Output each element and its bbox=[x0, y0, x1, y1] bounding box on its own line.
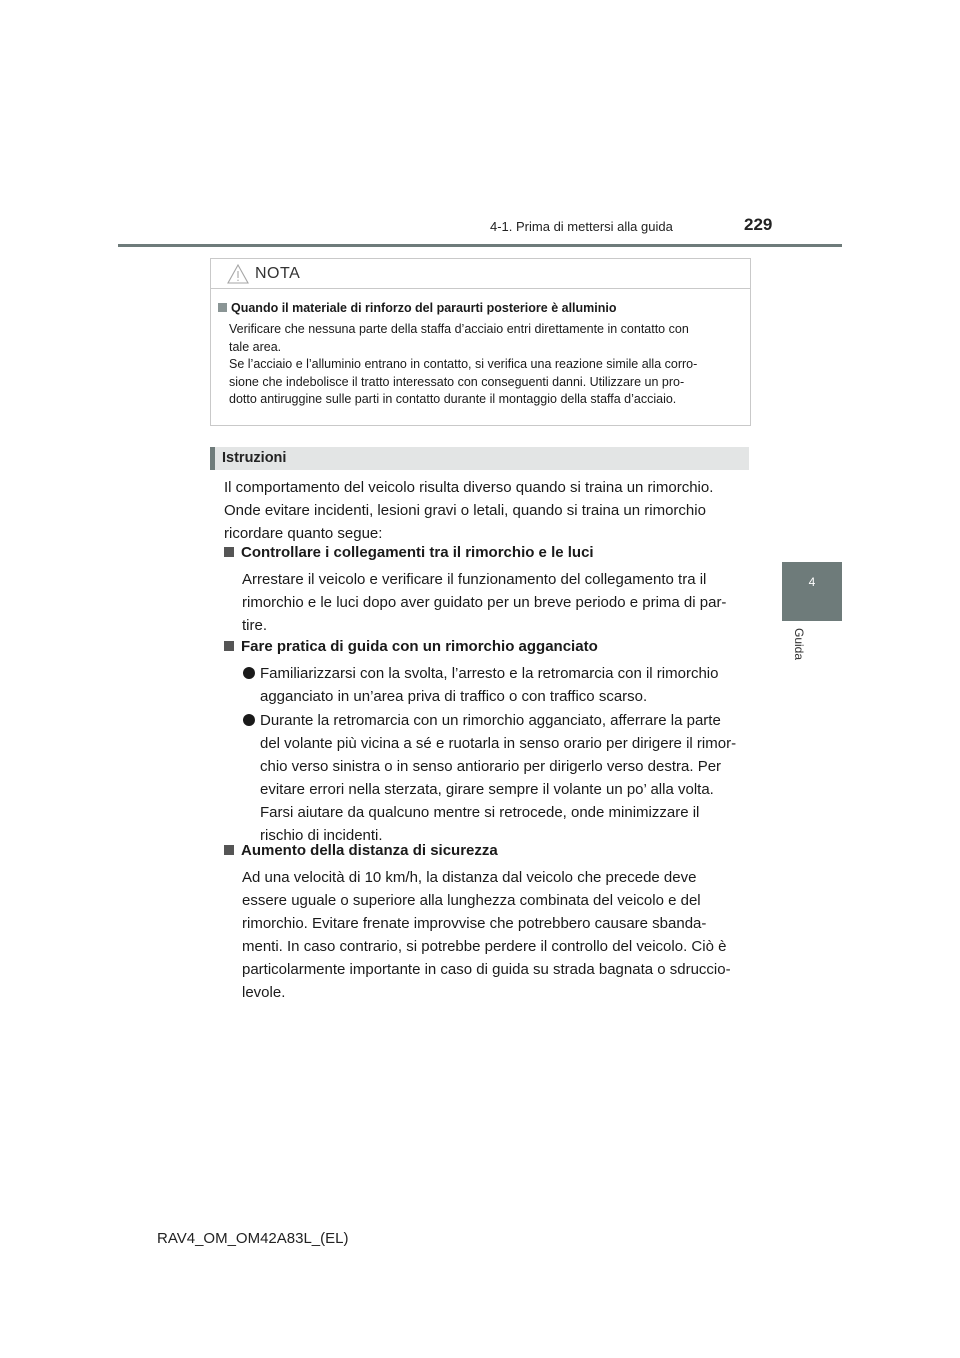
item-heading-text: Controllare i collegamenti tra il rimorchio e le luci bbox=[241, 544, 594, 561]
item-line: essere uguale o superiore alla lunghezza combinata del veicolo e del bbox=[242, 892, 701, 909]
square-bullet-icon bbox=[224, 641, 234, 651]
document-code: RAV4_OM_OM42A83L_(EL) bbox=[157, 1230, 349, 1247]
bullet-dot-icon bbox=[243, 667, 255, 679]
item-heading-text: Fare pratica di guida con un rimorchio agganciato bbox=[241, 638, 598, 655]
square-bullet-icon bbox=[224, 845, 234, 855]
square-bullet-icon bbox=[218, 303, 227, 312]
chapter-tab-label-text: Guida bbox=[792, 628, 806, 661]
bullet-line: chio verso sinistra o in senso antiorario per dirigerlo verso destra. Per bbox=[260, 758, 722, 775]
square-bullet-icon bbox=[224, 547, 234, 557]
chapter-tab bbox=[782, 562, 842, 621]
page-number: 229 bbox=[744, 215, 773, 234]
warning-triangle-icon bbox=[227, 264, 249, 284]
bullet-paragraph bbox=[260, 662, 744, 708]
bullet-paragraph bbox=[260, 709, 744, 847]
intro-line: Il comportamento del veicolo risulta diverso quando si traina un rimorchio. bbox=[224, 479, 714, 496]
chapter-tab-number: 4 bbox=[808, 575, 816, 589]
nota-heading-text: Quando il materiale di rinforzo del paraurti posteriore è alluminio bbox=[231, 301, 617, 315]
nota-box bbox=[210, 258, 751, 426]
header-section-title: 4-1. Prima di mettersi alla guida bbox=[490, 219, 673, 234]
chapter-tab-label bbox=[790, 628, 806, 688]
item-line: rimorchio. Evitare frenate improvvise che potrebbero causare sbanda- bbox=[242, 915, 707, 932]
item-heading bbox=[224, 544, 594, 561]
nota-line: Verificare che nessuna parte della staffa d’acciaio entri direttamente in contatto con bbox=[229, 322, 689, 336]
item-paragraph bbox=[242, 568, 744, 637]
nota-line: Se l’acciaio e l’alluminio entrano in contatto, si verifica una reazione simile alla corro- bbox=[229, 357, 698, 371]
item-heading bbox=[224, 638, 598, 655]
bullet-line: Durante la retromarcia con un rimorchio agganciato, afferrare la parte bbox=[260, 712, 721, 729]
item-line: rimorchio e le luci dopo aver guidato per un breve periodo e prima di par- bbox=[242, 594, 727, 611]
bullet-line: agganciato in un’area priva di traffico o con traffico scarso. bbox=[260, 688, 648, 705]
nota-header bbox=[211, 259, 750, 289]
item-heading bbox=[224, 842, 498, 859]
bullet-line: Farsi aiutare da qualcuno mentre si retrocede, onde minimizzare il bbox=[260, 804, 700, 821]
nota-heading bbox=[218, 301, 617, 315]
nota-line: dotto antiruggine sulle parti in contatto durante il montaggio della staffa d’acciaio. bbox=[229, 392, 677, 406]
item-line: Ad una velocità di 10 km/h, la distanza dal veicolo che precede deve bbox=[242, 869, 697, 886]
nota-body bbox=[229, 321, 741, 409]
item-heading-text: Aumento della distanza di sicurezza bbox=[241, 842, 498, 859]
bullet-dot-icon bbox=[243, 714, 255, 726]
nota-line: sione che indebolisce il tratto interessato con conseguenti danni. Utilizzare un pro- bbox=[229, 374, 685, 389]
item-line: tire. bbox=[242, 617, 268, 634]
nota-line: tale area. bbox=[229, 339, 282, 354]
intro-paragraph bbox=[224, 476, 744, 545]
intro-line: Onde evitare incidenti, lesioni gravi o letali, quando si traina un rimorchio bbox=[224, 502, 706, 519]
bullet-line: rischio di incidenti. bbox=[260, 827, 383, 844]
section-accent bbox=[210, 447, 215, 470]
item-line: menti. In caso contrario, si potrebbe perdere il controllo del veicolo. Ciò è bbox=[242, 938, 727, 955]
bullet-line: del volante più vicina a sé e ruotarla in senso orario per dirigere il rimor- bbox=[260, 735, 737, 752]
header-divider bbox=[118, 244, 842, 247]
item-paragraph bbox=[242, 866, 744, 1004]
item-line: Arrestare il veicolo e verificare il funzionamento del collegamento tra il bbox=[242, 571, 707, 588]
bullet-line: evitare errori nella sterzata, girare sempre il volante un po’ alla volta. bbox=[260, 781, 714, 798]
bullet-line: Familiarizzarsi con la svolta, l’arresto e la retromarcia con il rimorchio bbox=[260, 665, 719, 682]
nota-title: NOTA bbox=[255, 265, 301, 282]
intro-line: ricordare quanto segue: bbox=[224, 525, 383, 542]
item-line: levole. bbox=[242, 984, 286, 1001]
section-title: Istruzioni bbox=[222, 450, 287, 466]
item-line: particolarmente importante in caso di guida su strada bagnata o sdruccio- bbox=[242, 961, 731, 978]
section-heading-bar bbox=[210, 447, 749, 470]
